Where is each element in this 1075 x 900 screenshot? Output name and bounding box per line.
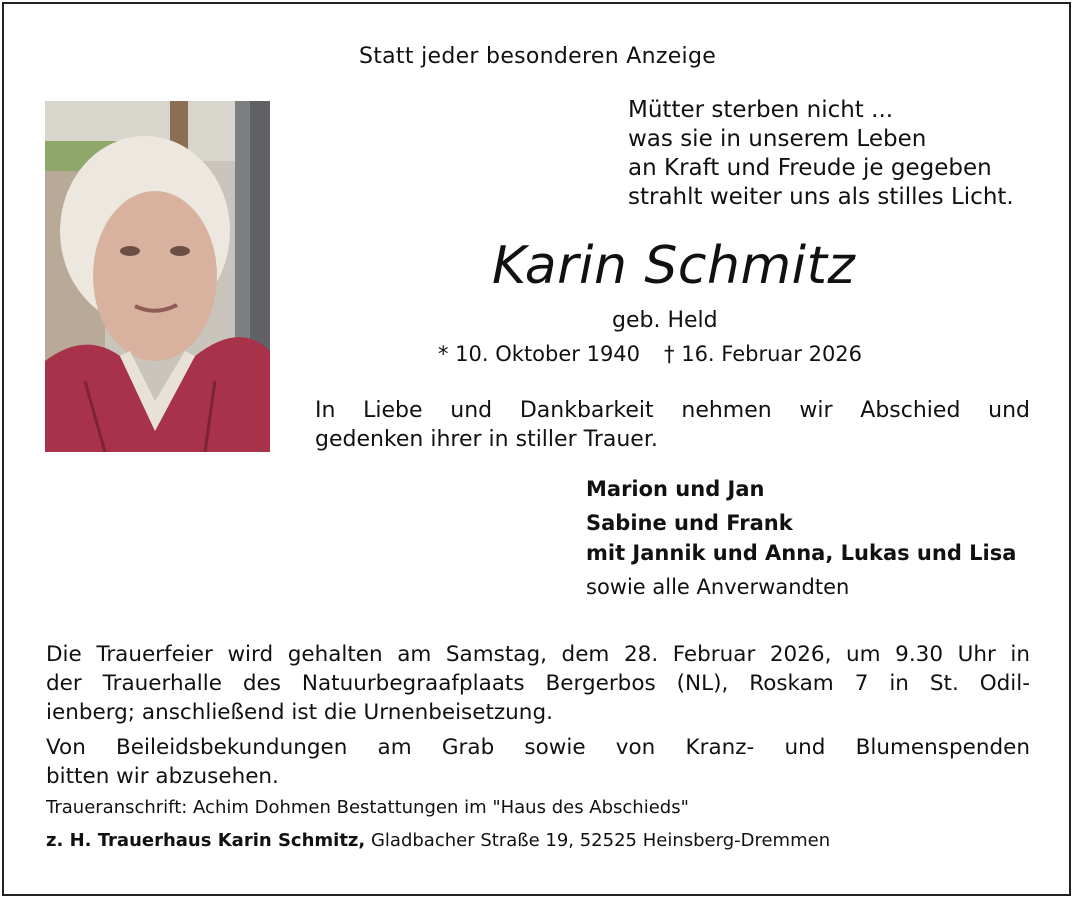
thanks-text — [315, 396, 1030, 454]
thanks-line: gedenken ihrer in stiller Trauer. — [315, 427, 658, 452]
birth-date: * 10. Oktober 1940 — [438, 342, 641, 366]
ceremony-line: ienberg; anschließend ist die Urnenbeisetzung. — [46, 700, 553, 725]
family-line-4: sowie alle Anverwandten — [586, 575, 850, 599]
family-line-3: mit Jannik und Anna, Lukas und Lisa — [586, 541, 1017, 565]
condolence-text — [46, 733, 1030, 791]
deceased-name: Karin Schmitz — [492, 236, 856, 296]
address-line-1: Traueranschrift: Achim Dohmen Bestattungen im "Haus des Abschieds" — [46, 797, 689, 818]
ceremony-line: Die Trauerfeier wird gehalten am Samstag, dem 28. Februar 2026, um 9.30 Uhr in — [46, 642, 1030, 667]
portrait-photo — [45, 101, 270, 452]
death-date: † 16. Februar 2026 — [664, 342, 863, 366]
family-line-2: Sabine und Frank — [586, 511, 793, 535]
condolence-line: Von Beileidsbekundungen am Grab sowie von Kranz- und Blumenspenden — [46, 735, 1030, 760]
family-line-1: Marion und Jan — [586, 477, 765, 501]
poem-line: Mütter sterben nicht ... — [628, 97, 894, 123]
birth-name: geb. Held — [612, 308, 718, 333]
address-recipient: z. H. Trauerhaus Karin Schmitz, — [46, 830, 366, 851]
address-line-2 — [46, 830, 830, 851]
address-street: Gladbacher Straße 19, 52525 Heinsberg-Dremmen — [365, 830, 831, 851]
poem-line: was sie in unserem Leben — [628, 126, 927, 152]
life-dates — [438, 342, 862, 366]
poem-line: strahlt weiter uns als stilles Licht. — [628, 184, 1014, 210]
ceremony-text — [46, 640, 1030, 727]
poem — [628, 96, 1014, 212]
poem-line: an Kraft und Freude je gegeben — [628, 155, 992, 181]
thanks-line: In Liebe und Dankbarkeit nehmen wir Abschied und — [315, 398, 1030, 423]
portrait-image — [45, 101, 270, 452]
condolence-line: bitten wir abzusehen. — [46, 764, 279, 789]
header-notice: Statt jeder besonderen Anzeige — [358, 44, 717, 69]
ceremony-line: der Trauerhalle des Natuurbegraafplaats Bergerbos (NL), Roskam 7 in St. Odil- — [46, 671, 1030, 696]
